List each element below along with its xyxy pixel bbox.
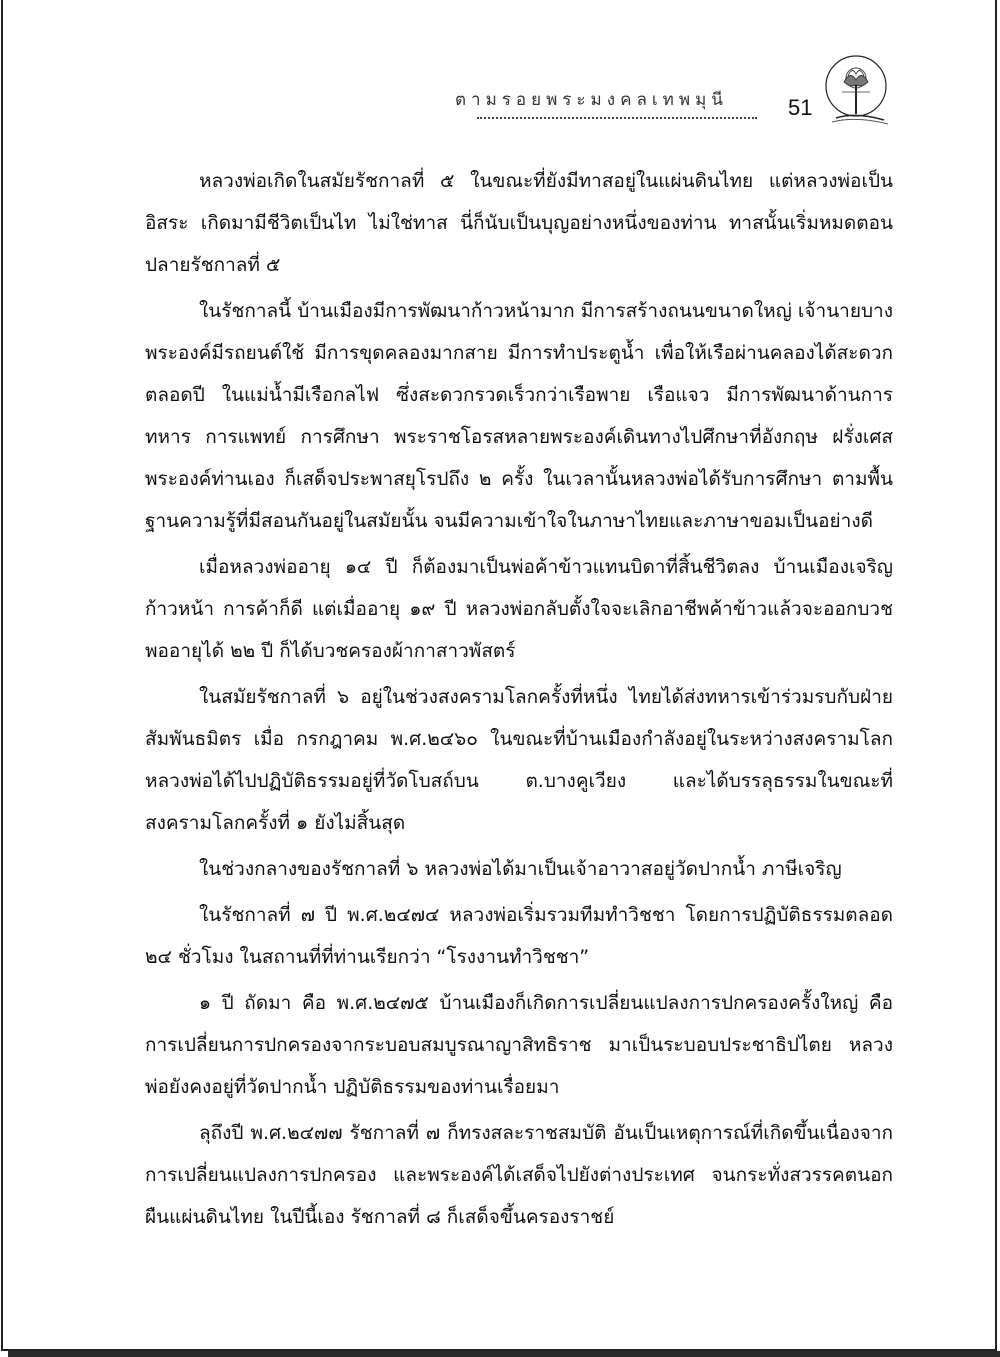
page-number: 51 bbox=[788, 95, 813, 120]
page-shadow bbox=[8, 1351, 1000, 1357]
running-title: ตามรอยพระมงคลเทพมุนี bbox=[455, 90, 728, 110]
running-header bbox=[455, 86, 775, 126]
paragraph-8: ลุถึงปี พ.ศ.๒๔๗๗ รัชกาลที่ ๗ ก็ทรงสละราชสมบัติ อันเป็นเหตุการณ์ที่เกิดขึ้นเนื่องจากการเปลี่ยนแปลงการปกครอง และพระองค์ได้เสด็จไปยังต่างประเทศ จนกระทั่งสวรรคตนอกผืนแผ่นดินไทย ในปีนี้เอง รัชกาลที่ ๘ ก็เสด็จขึ้นครองราชย์ bbox=[145, 1122, 893, 1228]
paragraph-1: หลวงพ่อเกิดในสมัยรัชกาลที่ ๕ ในขณะที่ยังมีทาสอยู่ในแผ่นดินไทย แต่หลวงพ่อเป็นอิสระ เกิดมามีชีวิตเป็นไท ไม่ใช่ทาส นี่ก็นับเป็นบุญอย่างหนึ่งของท่าน ทาสนั้นเริ่มหมดตอนปลายรัชกาลที่ ๕ bbox=[145, 170, 893, 276]
paragraph-5: ในช่วงกลางของรัชกาลที่ ๖ หลวงพ่อได้มาเป็นเจ้าอาวาสอยู่วัดปากน้ำ ภาษีเจริญ bbox=[199, 858, 842, 880]
paragraph-4: ในสมัยรัชกาลที่ ๖ อยู่ในช่วงสงครามโลกครั้งที่หนึ่ง ไทยได้ส่งทหารเข้าร่วมรบกับฝ่ายสัมพันธมิตร เมื่อ กรกฎาคม พ.ศ.๒๔๖๐ ในขณะที่บ้านเมืองกำลังอยู่ในระหว่างสงครามโลก หลวงพ่อได้ไปปฏิบัติธรรมอยู่ที่วัดโบสถ์บน ต.บางคูเวียง และได้บรรลุธรรมในขณะที่สงครามโลกครั้งที่ ๑ ยังไม่สิ้นสุด bbox=[145, 686, 893, 834]
paragraph-2: ในรัชกาลนี้ บ้านเมืองมีการพัฒนาก้าวหน้ามาก มีการสร้างถนนขนาดใหญ่ เจ้านายบางพระองค์มีรถยนต์ใช้ มีการขุดคลองมากสาย มีการทำประตูน้ำ เพื่อให้เรือผ่านคลองได้สะดวกตลอดปี ในแม่น้ำมีเรือกลไฟ ซึ่งสะดวกรวดเร็วกว่าเรือพาย เรือแจว มีการพัฒนาด้านการทหาร การแพทย์ การศึกษา พระราชโอรสหลายพระองค์เดินทางไปศึกษาที่อังกฤษ ฝรั่งเศส พระองค์ท่านเอง ก็เสด็จประพาสยุโรปถึง ๒ ครั้ง ในเวลานั้นหลวงพ่อได้รับการศึกษา ตามพื้นฐานความรู้ที่มีสอนกันอยู่ในสมัยนั้น จนมีความเข้าใจในภาษาไทยและภาษาขอมเป็นอย่างดี bbox=[145, 300, 893, 532]
paragraph-6: ในรัชกาลที่ ๗ ปี พ.ศ.๒๔๗๔ หลวงพ่อเริ่มรวมทีมทำวิชชา โดยการปฏิบัติธรรมตลอด ๒๔ ชั่วโมง ในสถานที่ที่ท่านเรียกว่า “โรงงานทำวิชชา” bbox=[145, 904, 893, 968]
paragraph-3: เมื่อหลวงพ่ออายุ ๑๔ ปี ก็ต้องมาเป็นพ่อค้าข้าวแทนบิดาที่สิ้นชีวิตลง บ้านเมืองเจริญก้าวหน้า การค้าก็ดี แต่เมื่ออายุ ๑๙ ปี หลวงพ่อกลับตั้งใจจะเลิกอาชีพค้าข้าวแล้วจะออกบวช พออายุได้ ๒๒ ปี ก็ได้บวชครองผ้ากาสาวพัสตร์ bbox=[145, 556, 893, 662]
lotus-logo-icon bbox=[822, 52, 894, 132]
body-text bbox=[145, 160, 893, 1242]
header-dotted-rule bbox=[477, 117, 757, 119]
paragraph-7: ๑ ปี ถัดมา คือ พ.ศ.๒๔๗๕ บ้านเมืองก็เกิดการเปลี่ยนแปลงการปกครองครั้งใหญ่ คือ การเปลี่ยนการปกครองจากระบอบสมบูรณาญาสิทธิราช มาเป็นระบอบประชาธิปไตย หลวงพ่อยังคงอยู่ที่วัดปากน้ำ ปฏิบัติธรรมของท่านเรื่อยมา bbox=[145, 992, 893, 1098]
